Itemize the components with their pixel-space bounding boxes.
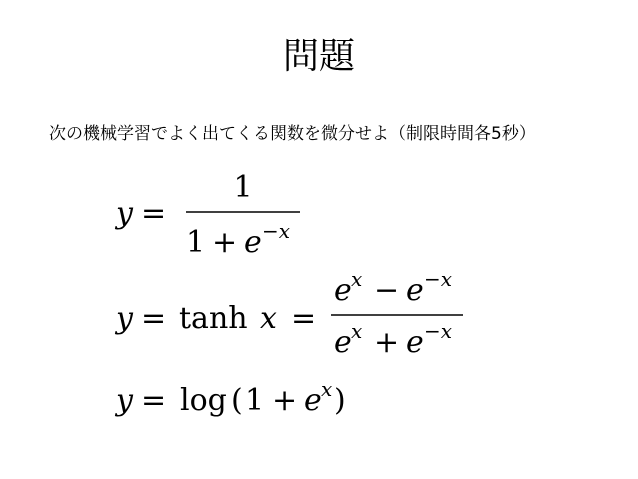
plus-sign: +	[272, 383, 298, 418]
log-function: log	[180, 383, 227, 418]
lhs-variable: y	[116, 383, 133, 418]
equation-softplus	[0, 372, 638, 432]
lhs-variable: y	[116, 301, 133, 336]
slide-title: 問題	[282, 36, 355, 77]
numerator-exp-base-2: e	[406, 273, 424, 308]
equals-sign: =	[141, 383, 167, 418]
one: 1	[245, 383, 265, 418]
denominator-exponent: −x	[262, 219, 291, 243]
left-paren: (	[231, 383, 243, 418]
denominator-exponent-2: −x	[424, 319, 453, 343]
numerator-exponent-1: x	[351, 267, 363, 291]
denominator-exp-base-2: e	[406, 325, 424, 360]
equation-tanh	[0, 268, 638, 368]
equals-sign: =	[141, 196, 167, 231]
right-paren: )	[334, 383, 346, 418]
numerator-exp-base-1: e	[334, 273, 352, 308]
equation-sigmoid	[0, 160, 638, 260]
numerator-exponent-2: −x	[424, 267, 453, 291]
exp-base: e	[304, 383, 322, 418]
denominator-exp-base-1: e	[334, 325, 352, 360]
numerator-operator: −	[374, 273, 400, 308]
fraction-numerator: 1	[233, 170, 253, 205]
lhs-variable: y	[116, 196, 133, 231]
tanh-function: tanh	[179, 301, 248, 336]
denominator-exp-base: e	[244, 225, 262, 260]
denominator-plus: +	[212, 225, 238, 260]
denominator-operator: +	[374, 325, 400, 360]
denominator-exponent-1: x	[351, 319, 363, 343]
equals-sign: =	[141, 301, 167, 336]
problem-instruction: 次の機械学習でよく出てくる関数を微分せよ（制限時間各5秒）	[49, 124, 536, 144]
exponent: x	[321, 377, 333, 401]
tanh-argument: x	[260, 301, 277, 336]
equals-sign-2: =	[291, 301, 317, 336]
denominator-one: 1	[186, 225, 206, 260]
